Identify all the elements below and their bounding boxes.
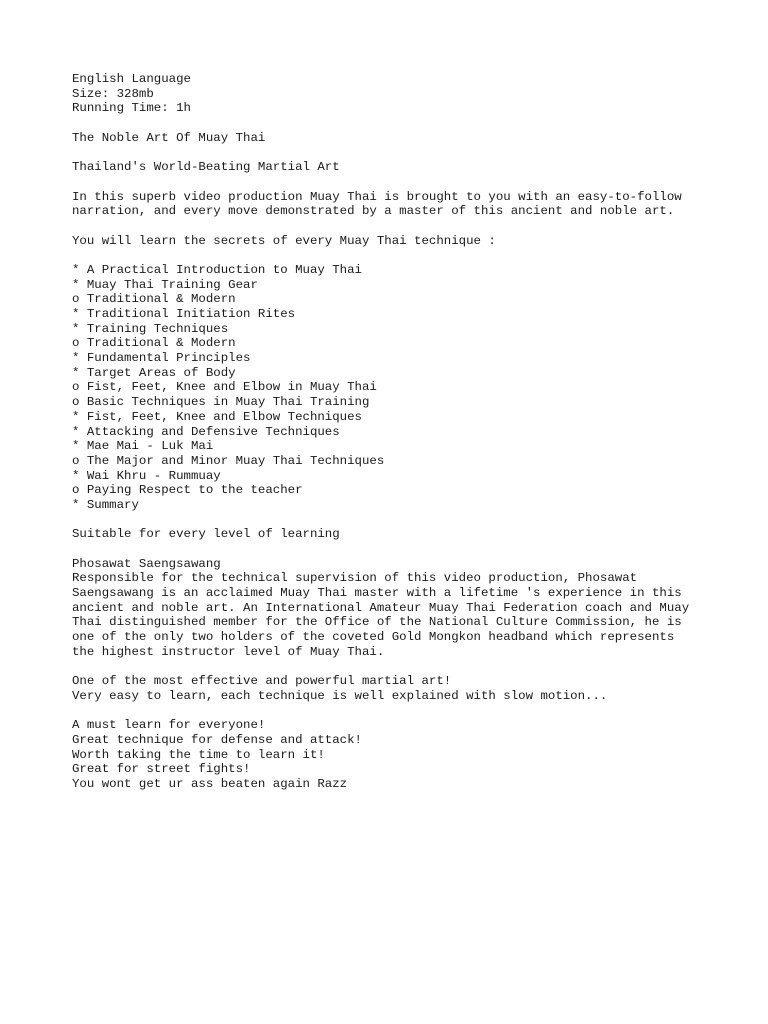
intro-paragraph xyxy=(72,190,712,219)
list-item: * Target Areas of Body xyxy=(72,365,236,380)
list-item: * Wai Khru - Rummuay xyxy=(72,468,221,483)
spacer xyxy=(72,542,712,557)
review-line: Great technique for defense and attack! xyxy=(72,732,362,747)
topics-intro: You will learn the secrets of every Muay Thai technique : xyxy=(72,233,496,248)
spacer xyxy=(72,175,712,190)
spacer xyxy=(72,219,712,234)
instructor-bio-line: one of the only two holders of the coveted Gold Mongkon headband which represents xyxy=(72,630,675,645)
spacer xyxy=(72,660,712,675)
document-title: The Noble Art Of Muay Thai xyxy=(72,130,266,145)
instructor-bio-line: Thai distinguished member for the Office of the National Culture Commission, he is xyxy=(72,615,682,630)
spacer xyxy=(72,248,712,263)
list-item: o Traditional & Modern xyxy=(72,336,236,351)
document-subtitle: Thailand's World-Beating Martial Art xyxy=(72,160,340,175)
spacer xyxy=(72,704,712,719)
instructor-bio-line: Responsible for the technical supervision of this video production, Phosawat xyxy=(72,571,638,586)
suitability-note: Suitable for every level of learning xyxy=(72,527,340,542)
meta-size: Size: 328mb xyxy=(72,86,154,101)
spacer xyxy=(72,145,712,160)
list-item: o The Major and Minor Muay Thai Techniques xyxy=(72,453,385,468)
review-line: Great for street fights! xyxy=(72,762,251,777)
instructor-bio-line: ancient and noble art. An International Amateur Muay Thai Federation coach and Muay xyxy=(72,600,690,615)
review-line: A must learn for everyone! xyxy=(72,718,266,733)
instructor-section xyxy=(72,557,712,660)
list-item: * Summary xyxy=(72,497,139,512)
list-item: o Traditional & Modern xyxy=(72,292,236,307)
list-item: * Training Techniques xyxy=(72,321,229,336)
instructor-bio-line: Saengsawang is an acclaimed Muay Thai master with a lifetime 's experience in this xyxy=(72,586,682,601)
instructor-bio-line: the highest instructor level of Muay Thai. xyxy=(72,644,385,659)
spacer xyxy=(72,116,712,131)
list-item: * Fist, Feet, Knee and Elbow Techniques xyxy=(72,409,362,424)
list-item: * Mae Mai - Luk Mai xyxy=(72,439,214,454)
list-item: * A Practical Introduction to Muay Thai xyxy=(72,262,362,277)
list-item: * Muay Thai Training Gear xyxy=(72,277,258,292)
meta-language: English Language xyxy=(72,72,191,86)
spacer xyxy=(72,513,712,528)
list-item: o Fist, Feet, Knee and Elbow in Muay Thai xyxy=(72,380,377,395)
review-line: Very easy to learn, each technique is well explained with slow motion... xyxy=(72,688,608,703)
review-line: You wont get ur ass beaten again Razz xyxy=(72,777,348,791)
topics-list xyxy=(72,263,712,513)
review-line: One of the most effective and powerful martial art! xyxy=(72,674,452,689)
meta-block xyxy=(72,72,712,116)
list-item: o Paying Respect to the teacher xyxy=(72,483,303,498)
document-page xyxy=(72,72,712,792)
list-item: * Attacking and Defensive Techniques xyxy=(72,424,340,439)
list-item: * Fundamental Principles xyxy=(72,351,251,366)
review-block xyxy=(72,674,712,703)
review-block xyxy=(72,718,712,791)
meta-running-time: Running Time: 1h xyxy=(72,101,191,116)
intro-line: narration, and every move demonstrated by a master of this ancient and noble art. xyxy=(72,204,675,219)
list-item: o Basic Techniques in Muay Thai Training xyxy=(72,395,370,410)
review-line: Worth taking the time to learn it! xyxy=(72,747,325,762)
instructor-name: Phosawat Saengsawang xyxy=(72,556,221,571)
intro-line: In this superb video production Muay Thai is brought to you with an easy-to-follow xyxy=(72,189,682,204)
list-item: * Traditional Initiation Rites xyxy=(72,307,296,321)
